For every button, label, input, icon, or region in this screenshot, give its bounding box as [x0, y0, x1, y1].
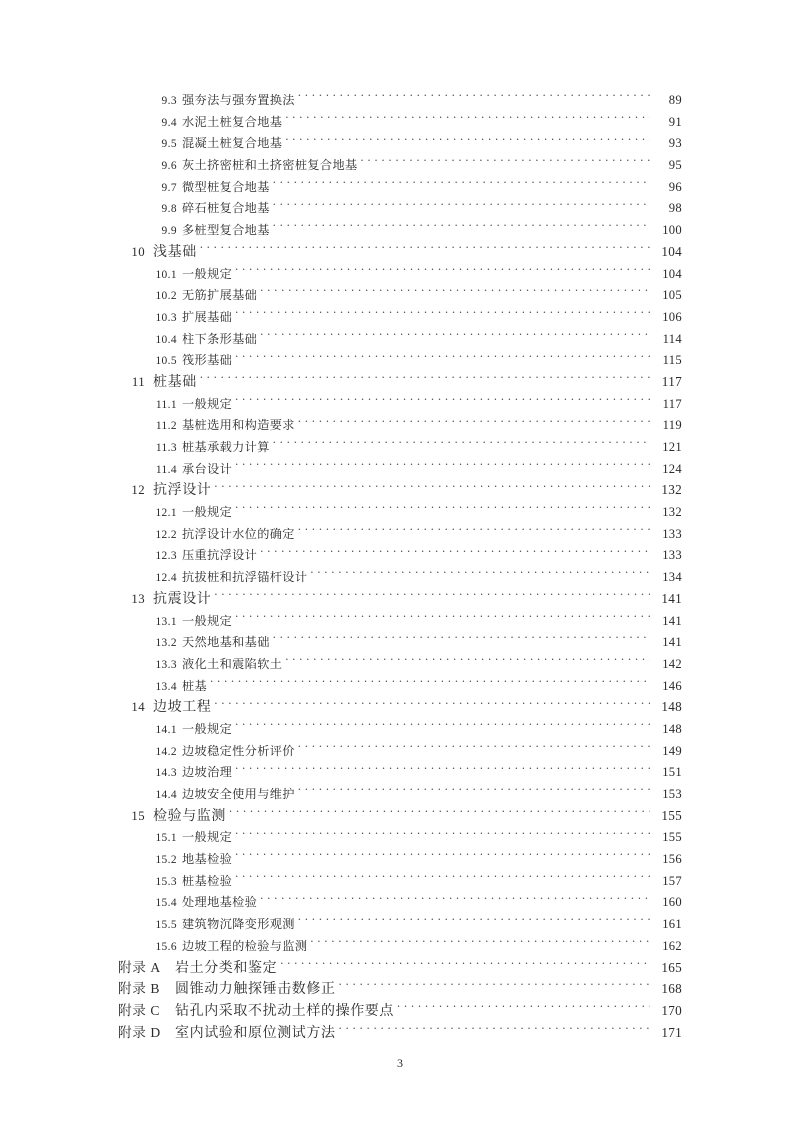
toc-dot-leader — [397, 999, 650, 1015]
toc-entry-number: 14.3 — [155, 767, 177, 780]
toc-entry-title: 水泥土桩复合地基 — [182, 114, 283, 129]
toc-dot-leader — [235, 869, 650, 885]
toc-entry-number: 11.1 — [155, 398, 177, 411]
toc-entry-number: 9.7 — [161, 181, 177, 194]
toc-entry-page-number: 155 — [662, 830, 682, 845]
toc-entry-page-number: 121 — [662, 440, 682, 454]
toc-entry[interactable] — [0, 934, 800, 956]
toc-entry-number: 11.3 — [155, 442, 177, 454]
toc-entry-page-number: 89 — [668, 93, 682, 107]
toc-dot-leader — [235, 500, 650, 516]
toc-entry-title: 桩基 — [182, 678, 208, 693]
toc-entry-number: 13.1 — [155, 615, 177, 628]
toc-entry[interactable] — [0, 956, 800, 978]
toc-entry-page-number: 162 — [662, 938, 682, 953]
toc-entry-title: 桩基检验 — [182, 873, 233, 888]
toc-entry-title: 压重抗浮设计 — [182, 548, 258, 563]
toc-entry-title: 边坡工程的检验与监测 — [182, 938, 308, 953]
toc-entry-number: 10.1 — [155, 268, 177, 281]
toc-dot-leader — [298, 739, 650, 755]
toc-entry-number: 10 — [131, 244, 145, 259]
toc-dot-leader — [273, 435, 650, 451]
toc-entry-title: 基桩选用和构造要求 — [182, 418, 295, 433]
toc-entry-page-number: 106 — [662, 309, 682, 324]
toc-entry-page-number: 171 — [661, 1024, 682, 1040]
toc-entry[interactable] — [0, 88, 800, 110]
toc-entry-page-number: 153 — [662, 787, 682, 801]
toc-entry-number: 9.4 — [161, 116, 177, 129]
toc-dot-leader — [235, 825, 650, 841]
toc-dot-leader — [235, 760, 650, 776]
toc-dot-leader — [339, 1021, 650, 1037]
toc-entry-page-number: 115 — [662, 353, 682, 368]
table-of-contents — [0, 88, 800, 1042]
toc-entry-title: 一般规定 — [182, 830, 233, 845]
toc-dot-leader — [285, 110, 650, 126]
toc-entry-page-number: 168 — [661, 981, 682, 997]
toc-entry[interactable] — [0, 348, 800, 370]
toc-entry-title: 碎石桩复合地基 — [182, 201, 270, 216]
toc-entry-title: 岩土分类和鉴定 — [175, 960, 278, 976]
toc-entry[interactable] — [0, 999, 800, 1021]
toc-entry-page-number: 161 — [662, 917, 682, 932]
toc-entry[interactable] — [0, 587, 800, 609]
toc-entry-number: 14.2 — [155, 745, 177, 758]
toc-entry-title: 抗浮设计 — [153, 483, 212, 499]
toc-entry-page-number: 133 — [662, 548, 682, 563]
toc-entry[interactable] — [0, 760, 800, 782]
toc-entry-number: 10.4 — [155, 333, 177, 346]
toc-entry-title: 一般规定 — [182, 266, 233, 281]
toc-dot-leader — [285, 131, 650, 147]
toc-dot-leader — [260, 327, 650, 343]
toc-entry-page-number: 165 — [661, 959, 682, 975]
toc-entry-title: 一般规定 — [182, 396, 233, 411]
toc-dot-leader — [260, 543, 650, 559]
toc-entry-page-number: 119 — [662, 418, 682, 433]
toc-dot-leader — [339, 977, 650, 993]
toc-entry-page-number: 93 — [668, 136, 682, 151]
toc-entry[interactable] — [0, 543, 800, 565]
toc-dot-leader — [200, 240, 650, 256]
toc-dot-leader — [298, 413, 650, 429]
toc-entry-number: 11 — [131, 374, 145, 389]
toc-dot-leader — [214, 478, 650, 494]
toc-dot-leader — [280, 956, 650, 972]
toc-dot-leader — [210, 674, 650, 690]
toc-entry-page-number: 100 — [662, 223, 682, 238]
toc-entry-page-number: 151 — [662, 765, 682, 780]
toc-entry[interactable] — [0, 110, 800, 132]
toc-entry-page-number: 105 — [662, 288, 682, 303]
toc-entry-title: 天然地基和基础 — [182, 635, 270, 650]
toc-entry[interactable] — [0, 262, 800, 284]
toc-entry-title: 一般规定 — [182, 721, 233, 736]
toc-entry-number: 9.9 — [161, 225, 177, 238]
toc-dot-leader — [200, 370, 650, 386]
toc-entry-number: 14.1 — [155, 723, 177, 736]
toc-entry[interactable] — [0, 327, 800, 349]
toc-entry-page-number: 142 — [662, 656, 682, 671]
toc-entry[interactable] — [0, 1021, 800, 1043]
toc-entry-number: 15.4 — [155, 897, 177, 910]
toc-dot-leader — [235, 392, 650, 408]
toc-entry-number: 13.3 — [155, 658, 177, 671]
toc-entry[interactable] — [0, 283, 800, 305]
toc-entry[interactable] — [0, 218, 800, 240]
toc-entry-page-number: 132 — [662, 505, 682, 520]
toc-entry[interactable] — [0, 695, 800, 717]
toc-entry[interactable] — [0, 804, 800, 826]
toc-dot-leader — [298, 782, 650, 798]
page-folio: 3 — [397, 1056, 403, 1070]
toc-entry[interactable] — [0, 674, 800, 696]
toc-entry-page-number: 134 — [662, 570, 682, 585]
toc-entry-page-number: 104 — [661, 243, 682, 259]
toc-entry-page-number: 155 — [661, 807, 682, 823]
toc-dot-leader — [273, 175, 650, 191]
toc-dot-leader — [260, 890, 650, 906]
toc-dot-leader — [235, 348, 650, 364]
toc-entry[interactable] — [0, 630, 800, 652]
toc-entry[interactable] — [0, 392, 800, 414]
toc-dot-leader — [235, 262, 650, 278]
toc-entry-page-number: 148 — [661, 699, 682, 715]
toc-entry-number: 10.3 — [155, 311, 177, 324]
toc-dot-leader — [273, 196, 650, 212]
toc-entry[interactable] — [0, 977, 800, 999]
toc-entry-title: 边坡稳定性分析评价 — [182, 743, 295, 758]
toc-entry[interactable] — [0, 717, 800, 739]
toc-entry-page-number: 148 — [662, 721, 682, 736]
toc-entry[interactable] — [0, 370, 800, 392]
toc-entry-page-number: 141 — [661, 590, 682, 606]
toc-entry-page-number: 124 — [662, 461, 682, 476]
toc-entry-title: 多桩型复合地基 — [182, 223, 270, 238]
toc-entry-title: 处理地基检验 — [182, 895, 258, 910]
toc-dot-leader — [273, 630, 650, 646]
toc-entry-title: 地基检验 — [182, 852, 233, 867]
toc-entry[interactable] — [0, 739, 800, 761]
toc-entry-number: 11.2 — [155, 420, 177, 433]
toc-dot-leader — [361, 153, 650, 169]
toc-entry-title: 扩展基础 — [182, 309, 233, 324]
toc-entry[interactable] — [0, 500, 800, 522]
toc-entry-title: 桩基承载力计算 — [182, 440, 270, 454]
toc-entry[interactable] — [0, 435, 800, 457]
toc-entry-page-number: 114 — [662, 331, 682, 346]
toc-entry-number: 15.2 — [155, 854, 177, 867]
toc-entry-page-number: 156 — [662, 852, 682, 867]
toc-entry[interactable] — [0, 869, 800, 891]
toc-entry-number: 15.6 — [155, 940, 177, 953]
toc-dot-leader — [235, 305, 650, 321]
toc-entry-page-number: 91 — [668, 114, 682, 129]
toc-entry-title: 柱下条形基础 — [182, 331, 258, 346]
toc-entry-number: 附录 A — [118, 959, 161, 975]
toc-entry[interactable] — [0, 240, 800, 262]
toc-entry-number: 10.2 — [155, 290, 177, 303]
toc-entry-number: 15.3 — [155, 875, 177, 888]
toc-entry[interactable] — [0, 565, 800, 587]
toc-entry-title: 边坡工程 — [153, 700, 212, 716]
toc-entry-number: 15.1 — [155, 832, 177, 845]
toc-entry[interactable] — [0, 609, 800, 631]
toc-entry-page-number: 96 — [668, 179, 682, 194]
toc-entry[interactable] — [0, 890, 800, 912]
toc-entry-page-number: 117 — [662, 396, 682, 411]
toc-entry-number: 15 — [131, 808, 145, 823]
toc-entry-page-number: 170 — [661, 1002, 682, 1018]
toc-entry-title: 浅基础 — [153, 244, 197, 260]
toc-entry-title: 一般规定 — [182, 505, 233, 520]
toc-entry-title: 建筑物沉降变形观测 — [182, 917, 295, 932]
toc-entry-number: 12.3 — [155, 550, 177, 563]
toc-entry[interactable] — [0, 131, 800, 153]
toc-entry-title: 抗浮设计水位的确定 — [182, 526, 295, 541]
toc-entry-number: 13.2 — [155, 637, 177, 650]
toc-dot-leader — [298, 522, 650, 538]
toc-dot-leader — [235, 847, 650, 863]
toc-entry-page-number: 160 — [662, 895, 682, 910]
toc-entry-title: 强夯法与强夯置换法 — [182, 93, 295, 107]
toc-dot-leader — [260, 283, 650, 299]
toc-entry-number: 附录 B — [118, 981, 161, 997]
toc-entry-number: 9.3 — [161, 95, 177, 107]
toc-entry-number: 11.4 — [155, 463, 177, 476]
toc-entry-title: 一般规定 — [182, 613, 233, 628]
toc-entry-page-number: 117 — [661, 373, 682, 389]
toc-entry-title: 钻孔内采取不扰动土样的操作要点 — [175, 1003, 394, 1019]
toc-entry[interactable] — [0, 652, 800, 674]
toc-dot-leader — [310, 565, 650, 581]
toc-entry-number: 12 — [131, 483, 145, 498]
toc-entry-title: 圆锥动力触探锤击数修正 — [175, 982, 336, 998]
toc-entry-number: 12.2 — [155, 528, 177, 541]
toc-dot-leader — [229, 804, 650, 820]
toc-entry-page-number: 133 — [662, 526, 682, 541]
toc-entry[interactable] — [0, 413, 800, 435]
toc-entry-title: 室内试验和原位测试方法 — [175, 1025, 336, 1041]
toc-entry-title: 微型桩复合地基 — [182, 179, 270, 194]
toc-entry-number: 13.4 — [155, 680, 177, 693]
toc-entry-number: 9.5 — [161, 138, 177, 151]
toc-entry-number: 10.5 — [155, 355, 177, 368]
toc-entry-page-number: 104 — [662, 266, 682, 281]
toc-dot-leader — [273, 218, 650, 234]
toc-dot-leader — [298, 912, 650, 928]
toc-entry-title: 灰土挤密桩和土挤密桩复合地基 — [182, 158, 358, 173]
toc-entry[interactable] — [0, 478, 800, 500]
toc-entry-number: 14 — [131, 700, 145, 715]
toc-entry-page-number: 149 — [662, 743, 682, 758]
toc-entry[interactable] — [0, 782, 800, 804]
toc-dot-leader — [235, 457, 650, 473]
toc-entry[interactable] — [0, 305, 800, 327]
toc-entry-title: 筏形基础 — [182, 353, 233, 368]
toc-entry[interactable] — [0, 196, 800, 218]
toc-entry-title: 无筋扩展基础 — [182, 288, 258, 303]
toc-dot-leader — [214, 587, 650, 603]
toc-dot-leader — [235, 609, 650, 625]
toc-dot-leader — [285, 652, 650, 668]
toc-entry[interactable] — [0, 847, 800, 869]
toc-entry[interactable] — [0, 457, 800, 479]
toc-entry-page-number: 141 — [662, 635, 682, 650]
toc-entry-title: 抗拔桩和抗浮锚杆设计 — [182, 570, 308, 585]
toc-entry-title: 检验与监测 — [153, 808, 226, 824]
toc-entry-number: 12.1 — [155, 507, 177, 520]
toc-entry-page-number: 146 — [662, 678, 682, 693]
toc-entry-page-number: 95 — [668, 158, 682, 173]
toc-entry-number: 14.4 — [155, 789, 177, 801]
toc-entry-title: 液化土和震陷软土 — [182, 656, 283, 671]
toc-dot-leader — [214, 695, 650, 711]
toc-entry-title: 桩基础 — [153, 374, 197, 390]
toc-entry-page-number: 141 — [662, 613, 682, 628]
toc-entry-number: 9.6 — [161, 160, 177, 173]
toc-entry-page-number: 157 — [662, 873, 682, 888]
toc-entry-title: 抗震设计 — [153, 591, 212, 607]
toc-entry-title: 混凝土桩复合地基 — [182, 136, 283, 151]
toc-entry-title: 承台设计 — [182, 461, 233, 476]
toc-entry-number: 附录 C — [118, 1002, 161, 1018]
toc-entry-title: 边坡安全使用与维护 — [182, 787, 295, 801]
toc-entry-number: 13 — [131, 591, 145, 606]
toc-entry-number: 附录 D — [118, 1024, 161, 1040]
toc-entry[interactable] — [0, 522, 800, 544]
toc-entry[interactable] — [0, 175, 800, 197]
toc-entry-number: 12.4 — [155, 572, 177, 585]
toc-entry-page-number: 98 — [668, 201, 682, 216]
toc-entry-number: 15.5 — [155, 919, 177, 932]
toc-entry[interactable] — [0, 153, 800, 175]
toc-entry[interactable] — [0, 825, 800, 847]
toc-entry[interactable] — [0, 912, 800, 934]
toc-entry-number: 9.8 — [161, 203, 177, 216]
toc-dot-leader — [310, 934, 650, 950]
toc-entry-page-number: 132 — [661, 482, 682, 498]
toc-dot-leader — [298, 88, 650, 104]
toc-entry-title: 边坡治理 — [182, 765, 233, 780]
toc-dot-leader — [235, 717, 650, 733]
